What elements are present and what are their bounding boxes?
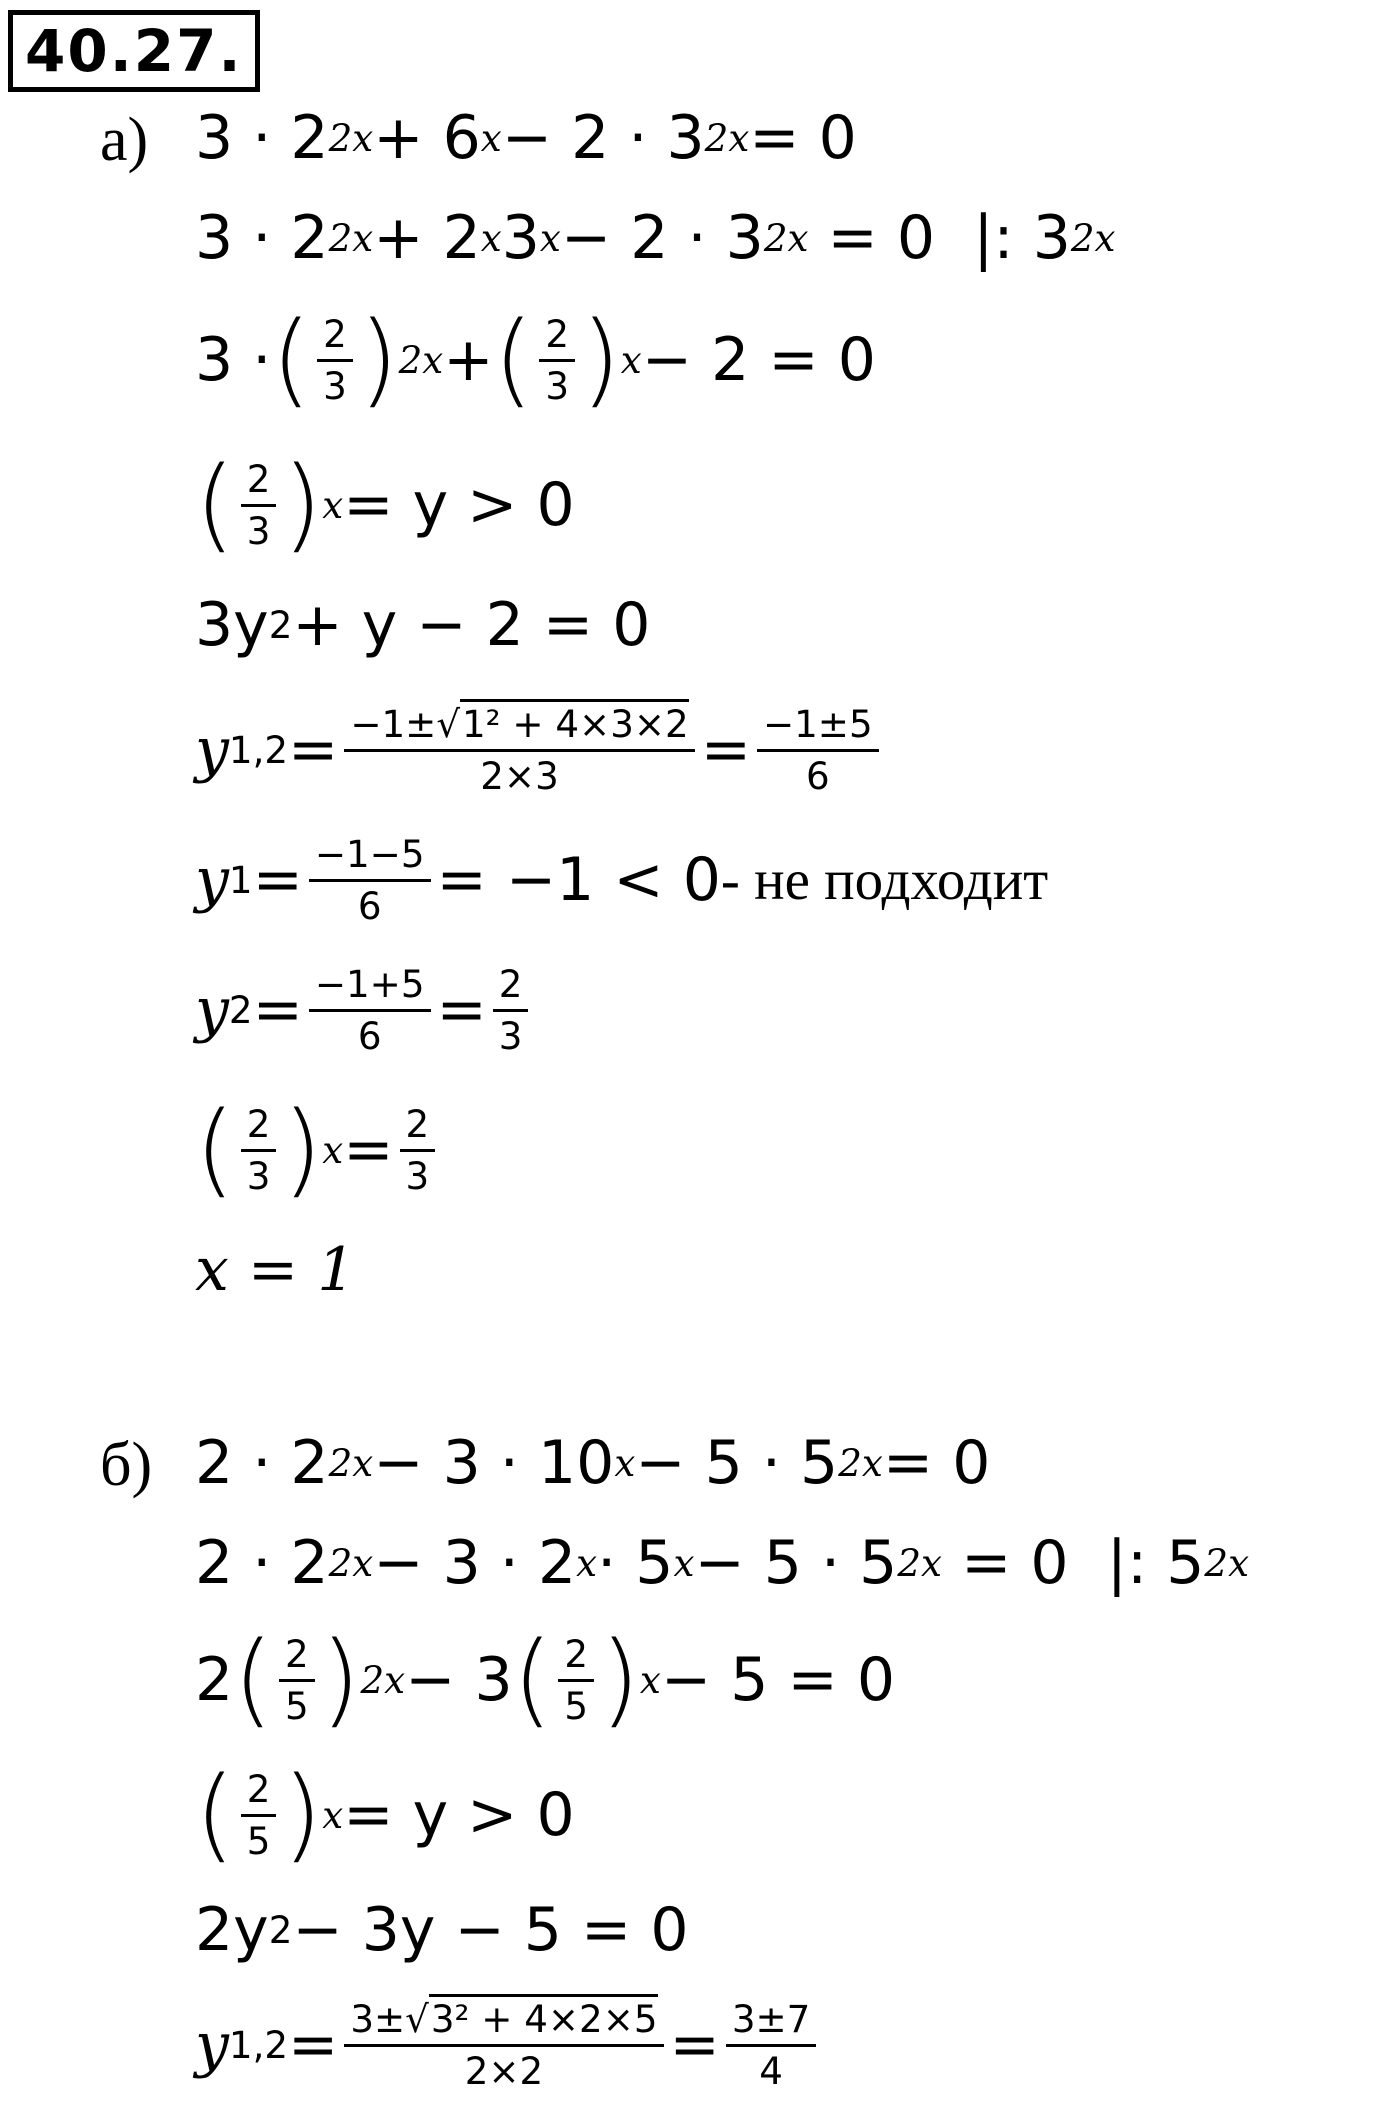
root-y1-a: y 1 = $\frac{-1-5}{6}$ = −1 < 0 - не подходит (195, 831, 1049, 928)
substitution-a: ( $\frac{2}{3}$ ) x = y > 0 (195, 445, 575, 564)
part-a-label: а) (100, 106, 149, 174)
answer-a: x = 1 (195, 1235, 356, 1305)
problem-number: 40.27. (8, 10, 260, 92)
roots-formula-a: y 1,2 = $\frac{\text{−1±√1² + 4×3×2}}{2\times 3}$ = $\frac{-1\pm 5}{6}$ (195, 700, 885, 800)
rejection-note: - не подходит (720, 848, 1049, 912)
quadratic-b: 2y 2 − 3y − 5 = 0 (195, 1895, 689, 1965)
substitution-b: ( $\frac{2}{5}$ ) x = y > 0 (195, 1755, 575, 1874)
equation-b-2: 2 · 2 2x − 3 · 2 x · 5 x − 5 · 5 2x = 0 |: 5 2x (195, 1528, 1250, 1598)
part-b-label: б) (100, 1431, 153, 1499)
roots-formula-b: y 1,2 = $\frac{\text{3±√3² + 4×2×5}}{2\times 2}$ = $\frac{3\pm 7}{4}$ (195, 1995, 822, 2095)
root-y2-a: y 2 = $\frac{-1+5}{6}$ = $\frac{2}{3}$ (195, 960, 534, 1060)
back-substitution-a: ( $\frac{2}{3}$ ) x = $\frac{2}{3}$ (195, 1100, 441, 1200)
equation-a-3: 3 · ( $\frac{2}{3}$ ) 2x + ( $\frac{2}{3}$ ) x − 2 = 0 (195, 300, 876, 419)
quadratic-a: 3y 2 + y − 2 = 0 (195, 590, 651, 660)
equation-b-3: 2 ( $\frac{2}{5}$ ) 2x − 3 ( $\frac{2}{5}$ ) x − 5 = 0 (195, 1620, 895, 1739)
equation-a-1: 3 · 2 2x + 6 x − 2 · 3 2x = 0 (195, 103, 857, 173)
equation-a-2: 3 · 2 2x + 2 x 3 x − 2 · 3 2x = 0 |: 3 2x (195, 203, 1116, 273)
equation-b-1: 2 · 2 2x − 3 · 10 x − 5 · 5 2x = 0 (195, 1428, 991, 1498)
